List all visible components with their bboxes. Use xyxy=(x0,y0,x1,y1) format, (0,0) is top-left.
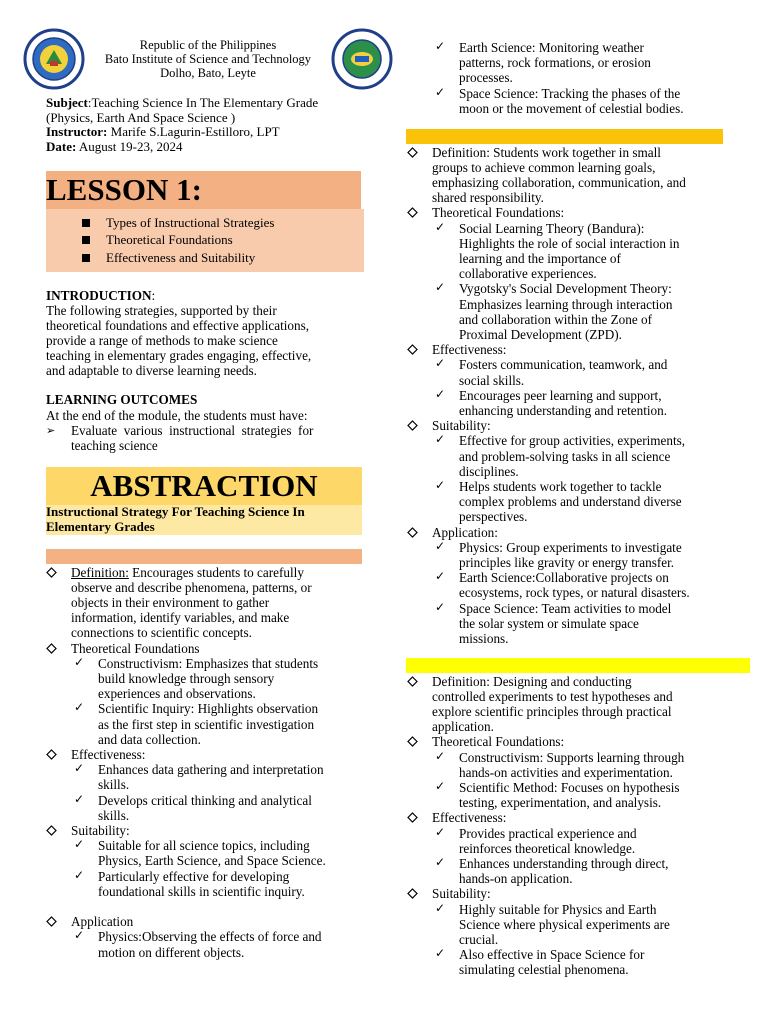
text-line: shared responsibility. xyxy=(432,190,544,206)
text-line: Definition: Students work together in small xyxy=(432,144,661,160)
text-line: Definition: Designing and conducting xyxy=(432,673,632,689)
checkmark-icon: ✓ xyxy=(435,854,446,869)
text-line: perspectives. xyxy=(459,509,528,525)
lesson-topic-label: Types of Instructional Strategies xyxy=(106,215,275,230)
abstraction-subtitle-line-2: Elementary Grades xyxy=(46,518,155,534)
text-line: collaborative experiences. xyxy=(459,266,597,282)
checkmark-icon: ✓ xyxy=(74,867,85,882)
diamond-bullet-icon xyxy=(46,567,57,578)
square-bullet-icon xyxy=(82,236,90,244)
learning-outcomes-heading: LEARNING OUTCOMES xyxy=(46,392,198,407)
text-line: Space Science: Tracking the phases of the xyxy=(459,85,681,101)
text-line: processes. xyxy=(459,70,513,86)
square-bullet-icon xyxy=(82,219,90,227)
lesson-topics xyxy=(46,209,364,272)
course-info xyxy=(46,96,376,154)
section-label: Effectiveness: xyxy=(432,810,507,826)
abstraction-title: ABSTRACTION xyxy=(46,467,362,505)
diamond-bullet-icon xyxy=(407,344,418,355)
text-line: observe and describe phenomena, patterns, or xyxy=(71,579,312,595)
checkmark-icon: ✓ xyxy=(74,791,85,806)
text-line: learning and the importance of xyxy=(459,250,621,266)
text-line: Constructivism: Emphasizes that students xyxy=(98,655,319,671)
diamond-bullet-icon xyxy=(46,643,57,654)
checkmark-icon: ✓ xyxy=(435,946,446,961)
text-line: patterns, rock formations, or erosion xyxy=(459,55,651,71)
text-line: Space Science: Team activities to model xyxy=(459,600,672,616)
text-line: and data collection. xyxy=(98,731,201,747)
text-line: Effective for group activities, experiments, xyxy=(459,433,686,449)
date-label: Date: xyxy=(46,138,77,154)
checkmark-icon: ✓ xyxy=(435,748,446,763)
diamond-bullet-icon xyxy=(407,888,418,899)
section-label: Application xyxy=(71,914,134,930)
diamond-bullet-icon xyxy=(407,527,418,538)
text-line: information, identify variables, and make xyxy=(71,610,290,626)
text-line: Provides practical experience and xyxy=(459,825,637,841)
text-line: Physics:Observing the effects of force and xyxy=(98,929,322,945)
lesson-title: LESSON 1: xyxy=(46,171,361,209)
text-line: Highlights the role of social interaction in xyxy=(459,235,680,251)
diamond-bullet-icon xyxy=(407,736,418,747)
subject-label: Subject xyxy=(46,95,88,110)
text-line: the solar system or simulate space xyxy=(459,615,639,631)
text-line: experiences and observations. xyxy=(98,686,256,702)
instructor-label: Instructor: xyxy=(46,124,108,139)
text-line: Physics: Group experiments to investigate xyxy=(459,539,682,555)
introduction-line: and adaptable to diverse learning needs. xyxy=(46,363,257,378)
header-line-1: Republic of the Philippines xyxy=(139,38,277,52)
text-line: Vygotsky's Social Development Theory: xyxy=(459,281,672,297)
text-line: enhancing understanding and retention. xyxy=(459,402,668,418)
text-line: explore scientific principles through practical xyxy=(432,703,672,719)
checkmark-icon: ✓ xyxy=(435,432,446,447)
definition-line xyxy=(71,565,304,580)
text-line: Particularly effective for developing xyxy=(98,868,290,884)
text-line: emphasizing collaboration, communication, and xyxy=(432,174,686,190)
text-line: as the first step in scientific investigation xyxy=(98,716,315,732)
arrow-bullet-icon: ➢ xyxy=(46,424,56,437)
text-line: Social Learning Theory (Bandura): xyxy=(459,220,645,236)
text-line: Enhances data gathering and interpretation xyxy=(98,762,324,778)
section-heading-cooperative xyxy=(406,129,723,144)
text-line: Scientific Method: Focuses on hypothesis xyxy=(459,779,680,795)
text-line: Constructivism: Supports learning through xyxy=(459,749,685,765)
section-label: Theoretical Foundations xyxy=(71,640,200,656)
text-line: simulating celestial phenomena. xyxy=(459,962,629,978)
text-line: connections to scientific concepts. xyxy=(71,625,252,641)
text-line: crucial. xyxy=(459,931,499,947)
section-heading-experimentation xyxy=(406,658,750,673)
square-bullet-icon xyxy=(82,254,90,262)
date-value: August 19-23, 2024 xyxy=(76,138,183,154)
section-label: Suitability: xyxy=(432,886,491,902)
text-line: testing, experimentation, and analysis. xyxy=(459,795,662,811)
section-heading-observation xyxy=(46,549,362,564)
text-line: objects in their environment to gather xyxy=(71,594,270,610)
checkmark-icon: ✓ xyxy=(435,84,446,99)
checkmark-icon: ✓ xyxy=(435,569,446,584)
subject-line-2: (Physics, Earth And Space Science ) xyxy=(46,109,236,125)
definition-label: Definition: xyxy=(71,564,129,580)
checkmark-icon: ✓ xyxy=(435,386,446,401)
lesson-topic-label: Effectiveness and Suitability xyxy=(106,250,256,265)
checkmark-icon: ✓ xyxy=(435,824,446,839)
diamond-bullet-icon xyxy=(46,825,57,836)
introduction-paragraph xyxy=(46,303,356,378)
text-line: Physics, Earth Science, and Space Science. xyxy=(98,853,326,869)
learning-outcomes-lead: At the end of the module, the students must have: xyxy=(46,408,308,423)
section-label: Effectiveness: xyxy=(432,342,507,358)
abstraction-subtitle-line-1: Instructional Strategy For Teaching Science In xyxy=(46,504,305,519)
document-header xyxy=(22,28,394,88)
instructor-value: Marife S.Lagurin-Estilloro, LPT xyxy=(107,124,280,139)
checkmark-icon: ✓ xyxy=(435,538,446,553)
text-line: Earth Science: Monitoring weather xyxy=(459,40,644,55)
checkmark-icon: ✓ xyxy=(435,39,446,53)
text-line: skills. xyxy=(98,807,130,823)
diamond-bullet-icon xyxy=(407,812,418,823)
text-line: disciplines. xyxy=(459,463,519,479)
institute-seal-icon xyxy=(22,28,86,90)
text-line: and collaboration within the Zone of xyxy=(459,311,652,327)
introduction-line: The following strategies, supported by their xyxy=(46,303,277,318)
text-line: Earth Science:Collaborative projects on xyxy=(459,570,669,586)
text-line: application. xyxy=(432,719,494,735)
introduction-line: provide a range of methods to make science xyxy=(46,333,278,348)
diamond-bullet-icon xyxy=(407,420,418,431)
checkmark-icon: ✓ xyxy=(74,761,85,776)
header-line-3: Dolho, Bato, Leyte xyxy=(160,66,256,80)
text-line: foundational skills in scientific inquiry. xyxy=(98,883,305,899)
text-line: Highly suitable for Physics and Earth xyxy=(459,901,657,917)
text-line: Enhances understanding through direct, xyxy=(459,855,669,871)
text-line: build knowledge through sensory xyxy=(98,670,275,686)
checkmark-icon: ✓ xyxy=(435,219,446,234)
text-line: Suitable for all science topics, including xyxy=(98,838,310,854)
section-label: Suitability: xyxy=(71,822,130,838)
text-line: and problem-solving tasks in all science xyxy=(459,448,671,464)
text-line: groups to achieve common learning goals, xyxy=(432,159,656,175)
text-line: Develops critical thinking and analytical xyxy=(98,792,312,808)
checkmark-icon: ✓ xyxy=(435,778,446,793)
diamond-bullet-icon xyxy=(46,749,57,760)
instructor-line xyxy=(46,125,376,140)
diamond-bullet-icon xyxy=(407,147,418,158)
text-line: Scientific Inquiry: Highlights observation xyxy=(98,701,319,717)
section-label: Suitability: xyxy=(432,418,491,434)
checkmark-icon: ✓ xyxy=(435,599,446,614)
text-line: hands-on application. xyxy=(459,871,573,887)
diamond-bullet-icon xyxy=(46,916,57,927)
introduction-heading xyxy=(46,288,155,303)
checkmark-icon: ✓ xyxy=(74,654,85,669)
teachers-education-seal-icon xyxy=(330,28,394,90)
section-label: Effectiveness: xyxy=(71,746,146,762)
checkmark-icon: ✓ xyxy=(74,928,85,943)
checkmark-icon: ✓ xyxy=(435,280,446,295)
checkmark-icon: ✓ xyxy=(435,900,446,915)
checkmark-icon: ✓ xyxy=(74,837,85,852)
section-label: Theoretical Foundations: xyxy=(432,205,565,221)
checkmark-icon: ✓ xyxy=(74,700,85,715)
text-line: Proximal Development (ZPD). xyxy=(459,326,622,342)
checkmark-icon: ✓ xyxy=(435,477,446,492)
text-line: Also effective in Space Science for xyxy=(459,947,645,963)
text-line: reinforces theoretical knowledge. xyxy=(459,840,636,856)
text-line: Encourages peer learning and support, xyxy=(459,387,662,403)
text-line: ecosystems, rock types, or natural disasters. xyxy=(459,585,690,601)
section-label: Application: xyxy=(432,524,498,540)
introduction-heading-text: INTRODUCTION xyxy=(46,288,152,303)
abstraction-subtitle xyxy=(46,505,362,535)
diamond-bullet-icon xyxy=(407,207,418,218)
learning-outcome-line-2: teaching science xyxy=(71,438,158,453)
text-line: Science where physical experiments are xyxy=(459,916,670,932)
text-line: skills. xyxy=(98,777,130,793)
diamond-bullet-icon xyxy=(407,676,418,687)
introduction-line: theoretical foundations and effective applications, xyxy=(46,318,310,333)
checkmark-icon: ✓ xyxy=(435,356,446,371)
learning-outcome-line-1: Evaluate various instructional strategies for xyxy=(71,423,314,438)
date-line xyxy=(46,140,376,155)
text-line: missions. xyxy=(459,630,509,646)
header-line-2: Bato Institute of Science and Technology xyxy=(104,52,312,66)
text-line: social skills. xyxy=(459,372,525,388)
introduction-colon: : xyxy=(151,288,156,303)
subject-value: :Teaching Science In The Elementary Grade xyxy=(87,95,319,110)
text-line: Helps students work together to tackle xyxy=(459,478,662,494)
text-line: moon or the movement of celestial bodies. xyxy=(459,100,684,116)
lesson-topic-label: Theoretical Foundations xyxy=(106,232,233,247)
text-line: principles like gravity or energy transfer. xyxy=(459,554,675,570)
institution-header-text xyxy=(86,38,330,80)
subject-line xyxy=(46,96,376,111)
text-line: hands-on activities and experimentation. xyxy=(459,764,673,780)
text-line: controlled experiments to test hypotheses and xyxy=(432,688,673,704)
text-line: motion on different objects. xyxy=(98,944,245,960)
text-line: complex problems and understand diverse xyxy=(459,494,682,510)
introduction-line: teaching in elementary grades engaging, effective, xyxy=(46,348,312,363)
definition-text: Encourages students to carefully xyxy=(128,564,304,580)
text-line: Fosters communication, teamwork, and xyxy=(459,357,668,373)
section-label: Theoretical Foundations: xyxy=(432,734,565,750)
text-line: Emphasizes learning through interaction xyxy=(459,296,673,312)
